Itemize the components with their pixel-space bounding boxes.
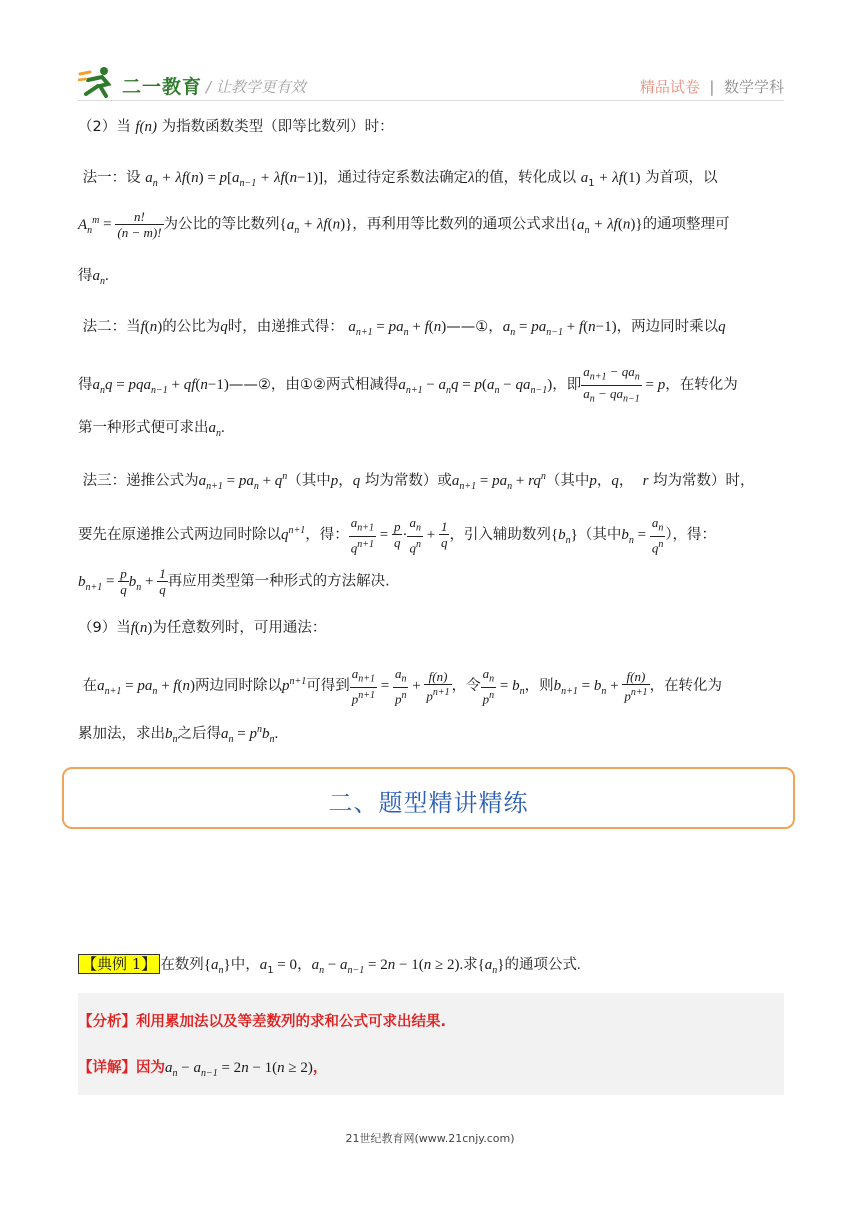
badge-premium: 精品试卷 bbox=[639, 78, 700, 96]
method1-line1: 法一：设 $a_n + \lambda f(n) = p[a_{n-1} + \lambda f(n-1)]$，通过待定系数法确定λ的值，转化成以 $a_1 + \lambda f(1)$ 为首项，以 bbox=[82, 170, 718, 189]
badge-separator: | bbox=[709, 78, 715, 96]
page-footer: 21世纪教育网(www.21cnjy.com) bbox=[345, 1132, 515, 1145]
header-badges bbox=[640, 76, 784, 97]
runner-logo-icon bbox=[78, 66, 118, 98]
example-tag: 【典例 1】 bbox=[78, 954, 160, 974]
badge-subject: 数学学科 bbox=[723, 78, 784, 96]
para-type9: （9）当f(n)为任意数列时，可用通法： bbox=[78, 620, 327, 636]
general-line1: 在$a_{n+1} = pa_n + f(n)$两边同时除以$p^{n+1}$可得到 $\frac{a_{n+1}}{p^{n+1}}$ = $\frac{a_n}{p^n}$ + $\frac{f(n)}{p^{n+1}}$ ，令 $\frac{a_n}{p^n}$ = $b_n$，则$b_{n+1} = b_n$ + $\frac{f(n)}{p^{n+1}}$ ，在转化为 bbox=[82, 666, 723, 706]
page-header bbox=[78, 66, 784, 100]
example1-question: 【典例 1】 在数列$\{a_n\}$中，$a_1 = 0$，$a_n - a_{n-1} = 2n - 1(n \ge 2)$.求$\{a_n\}$的通项公式. bbox=[78, 954, 784, 981]
logo-text: 二一教育 bbox=[122, 76, 203, 98]
method2-line1: 法二：当f(n)的公比为q时，由递推式得： $a_{n+1} = pa_n$ + f(n)——①，$a_n = pa_{n-1} + f(n-1)$，两边同时乘以q bbox=[82, 319, 726, 338]
method2-line3: 第一种形式便可求出$a_n$. bbox=[78, 420, 225, 439]
method1-line2: $A_n^m$ = $\frac{n!}{(n - m)!}$ 为公比的等比数列$\{a_n + \lambda f(n)\}$，再利用等比数列的通项公式求出$\{a_n + \lambda f(n)\}$的通项整理可 bbox=[78, 209, 730, 240]
section-heading-box bbox=[62, 767, 795, 829]
slogan: / 让教学更有效 bbox=[206, 78, 306, 96]
para-type2: （2）当 f(n) 为指数函数类型（即等比数列）时： bbox=[78, 119, 394, 135]
section-title: 二、题型精讲精练 bbox=[328, 789, 529, 817]
analysis-line: 【分析】利用累加法以及等差数列的求和公式可求出结果. bbox=[78, 1014, 447, 1030]
method1-line3: 得$a_n$. bbox=[78, 268, 109, 287]
general-line2: 累加法，求出$b_n$之后得$a_n = p^nb_n$. bbox=[78, 724, 279, 745]
detail-line: 【详解】因为$a_n - a_{n-1} = 2n - 1(n \ge 2)$， bbox=[78, 1060, 328, 1079]
header-divider bbox=[78, 100, 784, 101]
method3-line1: 法三：递推公式为$a_{n+1} = pa_n + q^n$（其中p，q 均为常数）或$a_{n+1} = pa_n + rq^n$（其中p，q， r 均为常数）时， bbox=[82, 471, 755, 492]
method2-line2: 得$a_nq = pqa_{n-1}$ + qf(n−1)——②，由①②两式相减得$a_{n+1} - a_nq = p(a_n - qa_{n-1})$，即 $\frac{a_{n+1} - qa_n}{a_n - qa_{n-1}}$ = p，在转化为 bbox=[78, 364, 738, 405]
method3-line2: 要先在原递推公式两边同时除以$q^{n+1}$，得： $\frac{a_{n+1}}{q^{n+1}}$ = $\frac{p}{q}$ · $\frac{a_n}{q^n}$ + $\frac{1}{q}$ ，引入辅助数列$\{b_n\}$（其中$b_n$ = $\frac{a_n}{q^n}$ ），得： bbox=[78, 515, 717, 555]
method3-line3: $b_{n+1}$ = $\frac{p}{q}$ $b_n$ + $\frac{1}{q}$ 再应用类型第一种形式的方法解决. bbox=[78, 566, 390, 597]
